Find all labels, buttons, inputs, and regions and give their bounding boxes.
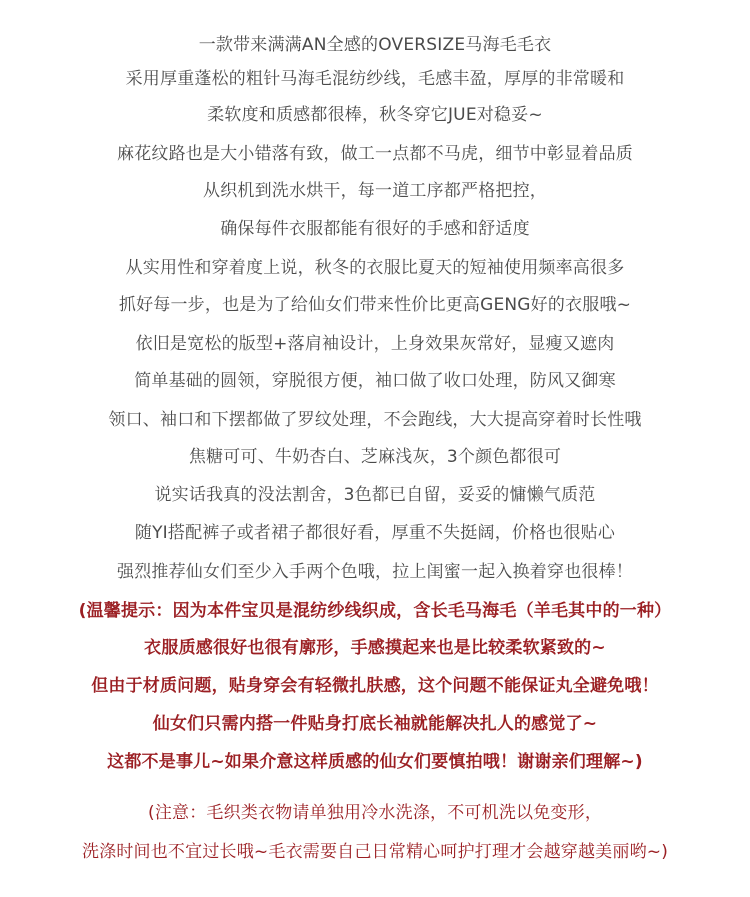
notice-line: (温馨提示：因为本件宝贝是混纺纱线织成，含长毛马海毛（羊毛其中的一种） bbox=[78, 601, 672, 621]
description-line: 说实话我真的没法割舍，3色都已自留，妥妥的慵懒气质范 bbox=[154, 485, 596, 505]
description-line: 确保每件衣服都能有很好的手感和舒适度 bbox=[220, 219, 530, 239]
description-line: 一款带来满满AN全感的OVERSIZE马海毛毛衣 bbox=[198, 35, 552, 55]
description-line: 抓好每一步，也是为了给仙女们带来性价比更高GENG好的衣服哦~ bbox=[118, 295, 632, 315]
notice-line: 这都不是事儿~如果介意这样质感的仙女们要慎拍哦！谢谢亲们理解~) bbox=[107, 752, 643, 772]
description-line: 从织机到洗水烘干，每一道工序都严格把控， bbox=[203, 181, 547, 201]
description-line: 简单基础的圆领，穿脱很方便，袖口做了收口处理，防风又御寒 bbox=[134, 371, 616, 391]
description-line: 从实用性和穿着度上说，秋冬的衣服比夏天的短袖使用频率高很多 bbox=[125, 258, 625, 278]
description-line: 随YI搭配裤子或者裙子都很好看，厚重不失挺阔，价格也很贴心 bbox=[134, 523, 616, 543]
notice-line: 衣服质感很好也很有廓形，手感摸起来也是比较柔软紧致的~ bbox=[144, 638, 606, 658]
description-line: 采用厚重蓬松的粗针马海毛混纺纱线，毛感丰盈，厚厚的非常暖和 bbox=[125, 69, 625, 89]
description-line: 柔软度和质感都很棒，秋冬穿它JUE对稳妥~ bbox=[207, 105, 543, 125]
notice-line: 但由于材质问题，贴身穿会有轻微扎肤感，这个问题不能保证丸全避免哦！ bbox=[91, 676, 659, 696]
description-line: 依旧是宽松的版型+落肩袖设计，上身效果灰常好，显瘦又遮肉 bbox=[135, 334, 615, 354]
care-instruction-line: (注意：毛织类衣物请单独用冷水洗涤，不可机洗以免变形， bbox=[147, 803, 603, 823]
description-line: 强烈推荐仙女们至少入手两个色哦，拉上闺蜜一起入换着穿也很棒！ bbox=[117, 562, 633, 582]
description-line: 焦糖可可、牛奶杏白、芝麻浅灰，3个颜色都很可 bbox=[188, 447, 562, 467]
description-line: 麻花纹路也是大小错落有致，做工一点都不马虎，细节中彰显着品质 bbox=[117, 144, 633, 164]
notice-line: 仙女们只需内搭一件贴身打底长袖就能解决扎人的感觉了~ bbox=[152, 714, 598, 734]
description-line: 领口、袖口和下摆都做了罗纹处理，不会跑线，大大提高穿着时长性哦 bbox=[108, 410, 642, 430]
care-instruction-line: 洗涤时间也不宜过长哦~毛衣需要自己日常精心呵护打理才会越穿越美丽哟~) bbox=[81, 842, 669, 862]
